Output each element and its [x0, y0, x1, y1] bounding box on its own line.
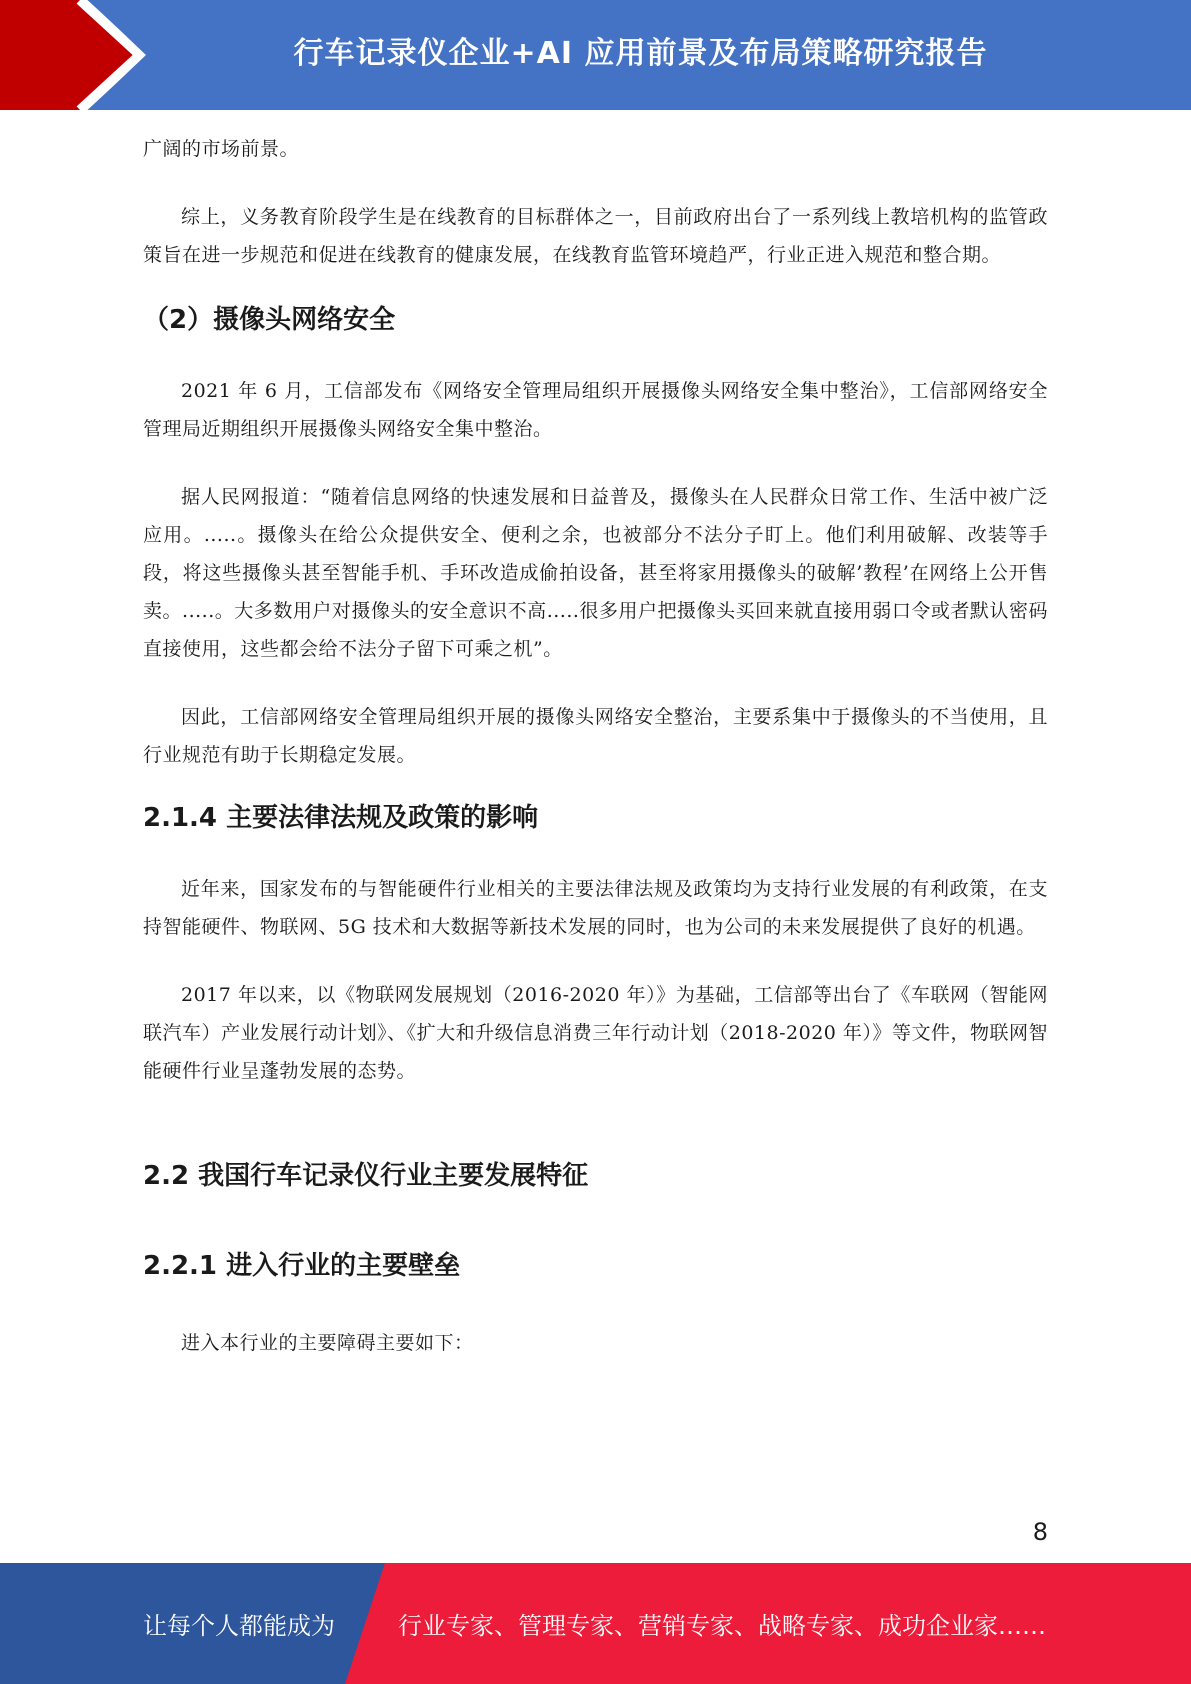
page-footer: [0, 1563, 1191, 1684]
report-title: 行车记录仪企业+AI 应用前景及布局策略研究报告: [293, 36, 988, 71]
camera-paragraph-2: 据人民网报道：“随着信息网络的快速发展和日益普及，摄像头在人民群众日常工作、生活中被广泛应用。.....。摄像头在给公众提供安全、便利之余，也被部分不法分子盯上。他们利用破解、改装等手段，将这些摄像头甚至智能手机、手环改造成偷拍设备，甚至将家用摄像头的破解’教程’在网络上公开售卖。.....。大多数用户对摄像头的安全意识不高.....很多用户把摄像头买回来就直接用弱口令或者默认密码直接使用，这些都会给不法分子留下可乘之机”。: [143, 486, 1048, 660]
law-paragraph-2: 2017 年以来，以《物联网发展规划（2016-2020 年）》为基础，工信部等出台了《车联网（智能网联汽车）产业发展行动计划》、《扩大和升级信息消费三年行动计划（2018-2020 年）》等文件，物联网智能硬件行业呈蓬勃发展的态势。: [143, 984, 1048, 1082]
page-body: [143, 130, 1048, 1362]
page-header: [0, 0, 1191, 110]
footer-slogan-right: 行业专家、管理专家、营销专家、战略专家、成功企业家……: [398, 1612, 1046, 1640]
heading-2-2-1: 2.2.1 进入行业的主要壁垒: [143, 1251, 461, 1281]
law-paragraph-1: 近年来，国家发布的与智能硬件行业相关的主要法律法规及政策均为支持行业发展的有利政策，在支持智能硬件、物联网、5G 技术和大数据等新技术发展的同时，也为公司的未来发展提供了良好的机遇。: [143, 878, 1048, 938]
heading-camera-security: （2）摄像头网络安全: [143, 305, 396, 335]
heading-2-2: 2.2 我国行车记录仪行业主要发展特征: [143, 1161, 589, 1191]
intro-paragraph: 广阔的市场前景。: [143, 138, 300, 160]
page-number: 8: [1032, 1518, 1048, 1546]
footer-slogan-left: 让每个人都能成为: [143, 1612, 335, 1640]
header-arrow-decoration: [0, 0, 150, 110]
summary-paragraph: 综上，义务教育阶段学生是在线教育的目标群体之一，目前政府出台了一系列线上教培机构的监管政策旨在进一步规范和促进在线教育的健康发展，在线教育监管环境趋严，行业正进入规范和整合期。: [143, 206, 1048, 266]
camera-paragraph-1: 2021 年 6 月，工信部发布《网络安全管理局组织开展摄像头网络安全集中整治》，工信部网络安全管理局近期组织开展摄像头网络安全集中整治。: [143, 380, 1048, 440]
barrier-paragraph: 进入本行业的主要障碍主要如下：: [181, 1332, 474, 1354]
heading-2-1-4: 2.1.4 主要法律法规及政策的影响: [143, 803, 539, 833]
camera-paragraph-3: 因此，工信部网络安全管理局组织开展的摄像头网络安全整治，主要系集中于摄像头的不当使用，且行业规范有助于长期稳定发展。: [143, 706, 1048, 766]
